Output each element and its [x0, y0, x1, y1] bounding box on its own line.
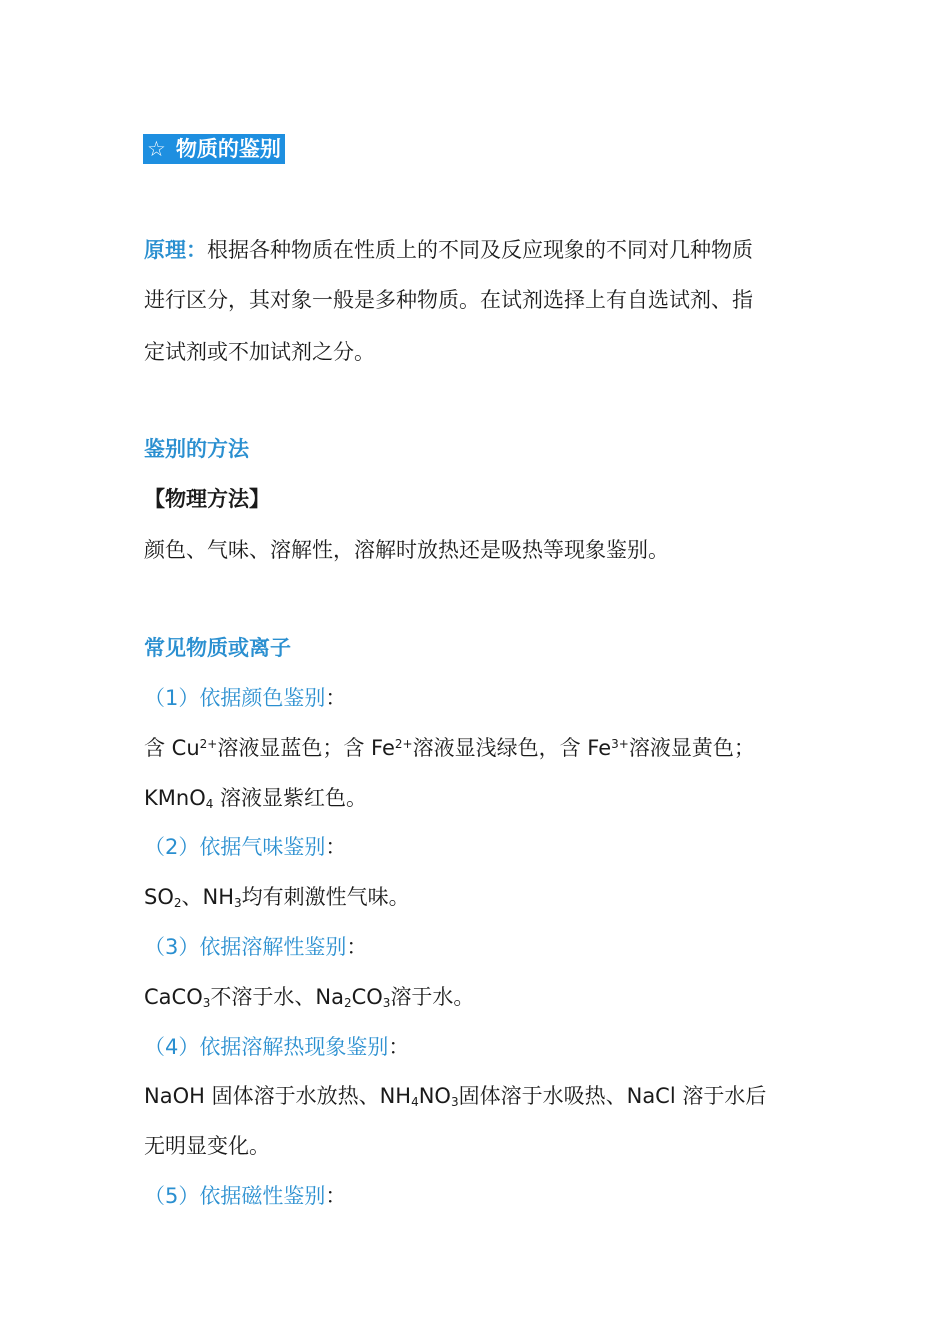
section-heading-text: 物质的鉴别 — [175, 137, 281, 161]
item-odor-label: （2）依据气味鉴别： — [144, 835, 347, 859]
item-odor-text: $SO_2$、$NH_3$均有刺激性气味。 — [144, 885, 410, 910]
common-heading: 常见物质或离子 — [144, 636, 291, 660]
section-heading — [143, 134, 285, 164]
item-heat-line-2: 无明显变化。 — [144, 1134, 270, 1158]
item-solubility-text: CaCO$_3$不溶于水、$Na_2CO_3$溶于水。 — [144, 985, 475, 1010]
principle-line-2: 进行区分，其对象一般是多种物质。在试剂选择上有自选试剂、指 — [144, 288, 753, 312]
item-color-line-1: 含 $Cu^{2+}$溶液显蓝色；含 $Fe^{2+}$溶液显浅绿色，含 $Fe^{3+}$溶液显黄色； — [144, 736, 755, 760]
item-magnetism-label: （5）依据磁性鉴别： — [144, 1184, 347, 1208]
item-heat-line-1: NaOH 固体溶于水放热、$NH_4NO_3$固体溶于水吸热、NaCl 溶于水后 — [144, 1084, 767, 1109]
item-solubility-label: （3）依据溶解性鉴别： — [144, 935, 368, 959]
item-color-label: （1）依据颜色鉴别： — [144, 686, 347, 710]
principle-line-1: 原理：根据各种物质在性质上的不同及反应现象的不同对几种物质 — [144, 238, 753, 262]
methods-heading: 鉴别的方法 — [144, 437, 249, 461]
principle-line-3: 定试剂或不加试剂之分。 — [144, 340, 375, 364]
item-color-line-2: KMnO$_4$ 溶液显紫红色。 — [144, 786, 368, 811]
star-icon: ☆ — [147, 137, 166, 161]
principle-label: 原理： — [144, 238, 207, 262]
physical-text: 颜色、气味、溶解性，溶解时放热还是吸热等现象鉴别。 — [144, 538, 669, 562]
physical-heading: 【物理方法】 — [144, 487, 270, 511]
item-heat-label: （4）依据溶解热现象鉴别： — [144, 1035, 410, 1059]
